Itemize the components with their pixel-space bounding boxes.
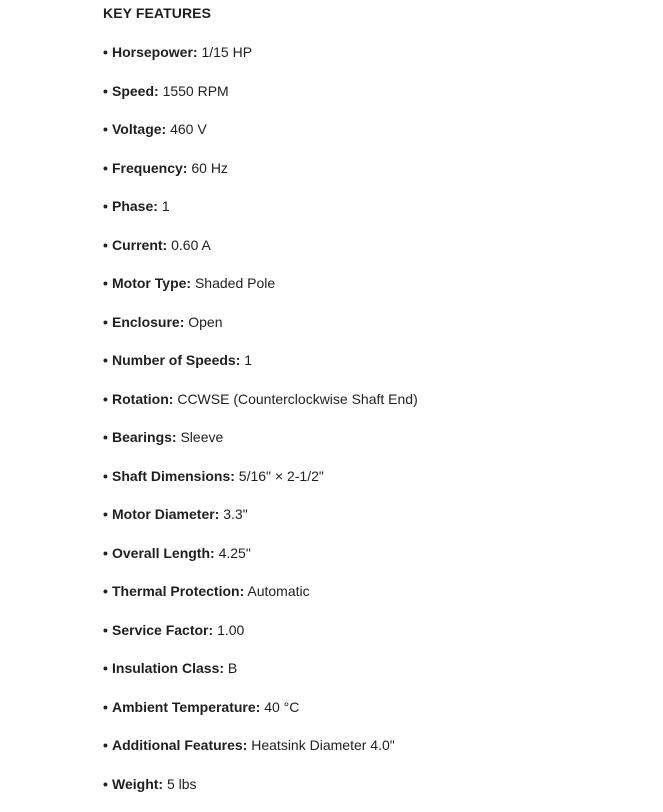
bullet-icon: • xyxy=(103,543,112,563)
feature-item xyxy=(103,350,418,389)
feature-item xyxy=(103,427,418,466)
bullet-icon: • xyxy=(103,273,112,293)
feature-label: Current: xyxy=(112,237,167,253)
section-heading: KEY FEATURES xyxy=(103,3,211,23)
feature-label: Horsepower: xyxy=(112,44,198,60)
feature-label: Service Factor: xyxy=(112,622,213,638)
feature-label: Weight: xyxy=(112,776,163,792)
feature-item xyxy=(103,581,418,620)
bullet-icon: • xyxy=(103,427,112,447)
feature-label: Additional Features: xyxy=(112,737,247,753)
feature-value: CCWSE (Counterclockwise Shaft End) xyxy=(177,391,417,407)
feature-item xyxy=(103,119,418,158)
feature-value: 1 xyxy=(162,198,170,214)
feature-item xyxy=(103,81,418,120)
bullet-icon: • xyxy=(103,697,112,717)
feature-value: Sleeve xyxy=(180,429,223,445)
bullet-icon: • xyxy=(103,42,112,62)
feature-item xyxy=(103,504,418,543)
feature-label: Speed: xyxy=(112,83,159,99)
feature-item xyxy=(103,235,418,274)
feature-label: Insulation Class: xyxy=(112,660,224,676)
feature-label: Rotation: xyxy=(112,391,173,407)
feature-value: 0.60 A xyxy=(171,237,211,253)
bullet-icon: • xyxy=(103,466,112,486)
bullet-icon: • xyxy=(103,620,112,640)
bullet-icon: • xyxy=(103,504,112,524)
bullet-icon: • xyxy=(103,581,112,601)
bullet-icon: • xyxy=(103,235,112,255)
feature-item xyxy=(103,466,418,505)
feature-label: Motor Type: xyxy=(112,275,191,291)
feature-label: Overall Length: xyxy=(112,545,215,561)
features-list xyxy=(103,42,418,812)
feature-value: 40 °C xyxy=(264,699,299,715)
feature-label: Motor Diameter: xyxy=(112,506,219,522)
feature-label: Number of Speeds: xyxy=(112,352,240,368)
feature-item xyxy=(103,543,418,582)
bullet-icon: • xyxy=(103,158,112,178)
feature-item xyxy=(103,658,418,697)
bullet-icon: • xyxy=(103,735,112,755)
feature-value: 460 V xyxy=(170,121,207,137)
bullet-icon: • xyxy=(103,658,112,678)
feature-value: 60 Hz xyxy=(191,160,228,176)
bullet-icon: • xyxy=(103,312,112,332)
feature-label: Shaft Dimensions: xyxy=(112,468,235,484)
feature-item xyxy=(103,158,418,197)
feature-label: Bearings: xyxy=(112,429,177,445)
feature-label: Ambient Temperature: xyxy=(112,699,260,715)
feature-value: 1550 RPM xyxy=(163,83,229,99)
bullet-icon: • xyxy=(103,196,112,216)
feature-item xyxy=(103,312,418,351)
feature-item xyxy=(103,273,418,312)
feature-label: Frequency: xyxy=(112,160,187,176)
feature-value: 5/16" × 2-1/2" xyxy=(239,468,324,484)
feature-item xyxy=(103,697,418,736)
feature-item xyxy=(103,389,418,428)
feature-item xyxy=(103,42,418,81)
feature-value: 1/15 HP xyxy=(201,44,252,60)
bullet-icon: • xyxy=(103,774,112,794)
feature-value: Open xyxy=(188,314,222,330)
feature-value: 3.3" xyxy=(223,506,247,522)
feature-label: Voltage: xyxy=(112,121,166,137)
bullet-icon: • xyxy=(103,81,112,101)
feature-value: Heatsink Diameter 4.0" xyxy=(251,737,394,753)
bullet-icon: • xyxy=(103,119,112,139)
feature-item xyxy=(103,735,418,774)
feature-value: Shaded Pole xyxy=(195,275,275,291)
feature-value: 5 lbs xyxy=(167,776,197,792)
feature-label: Enclosure: xyxy=(112,314,184,330)
feature-value: Automatic xyxy=(247,583,309,599)
feature-value: 4.25" xyxy=(219,545,251,561)
feature-value: 1 xyxy=(244,352,252,368)
bullet-icon: • xyxy=(103,389,112,409)
feature-item xyxy=(103,774,418,812)
feature-item xyxy=(103,620,418,659)
feature-label: Thermal Protection: xyxy=(112,583,244,599)
bullet-icon: • xyxy=(103,350,112,370)
feature-value: B xyxy=(228,660,237,676)
feature-value: 1.00 xyxy=(217,622,244,638)
feature-label: Phase: xyxy=(112,198,158,214)
feature-item xyxy=(103,196,418,235)
